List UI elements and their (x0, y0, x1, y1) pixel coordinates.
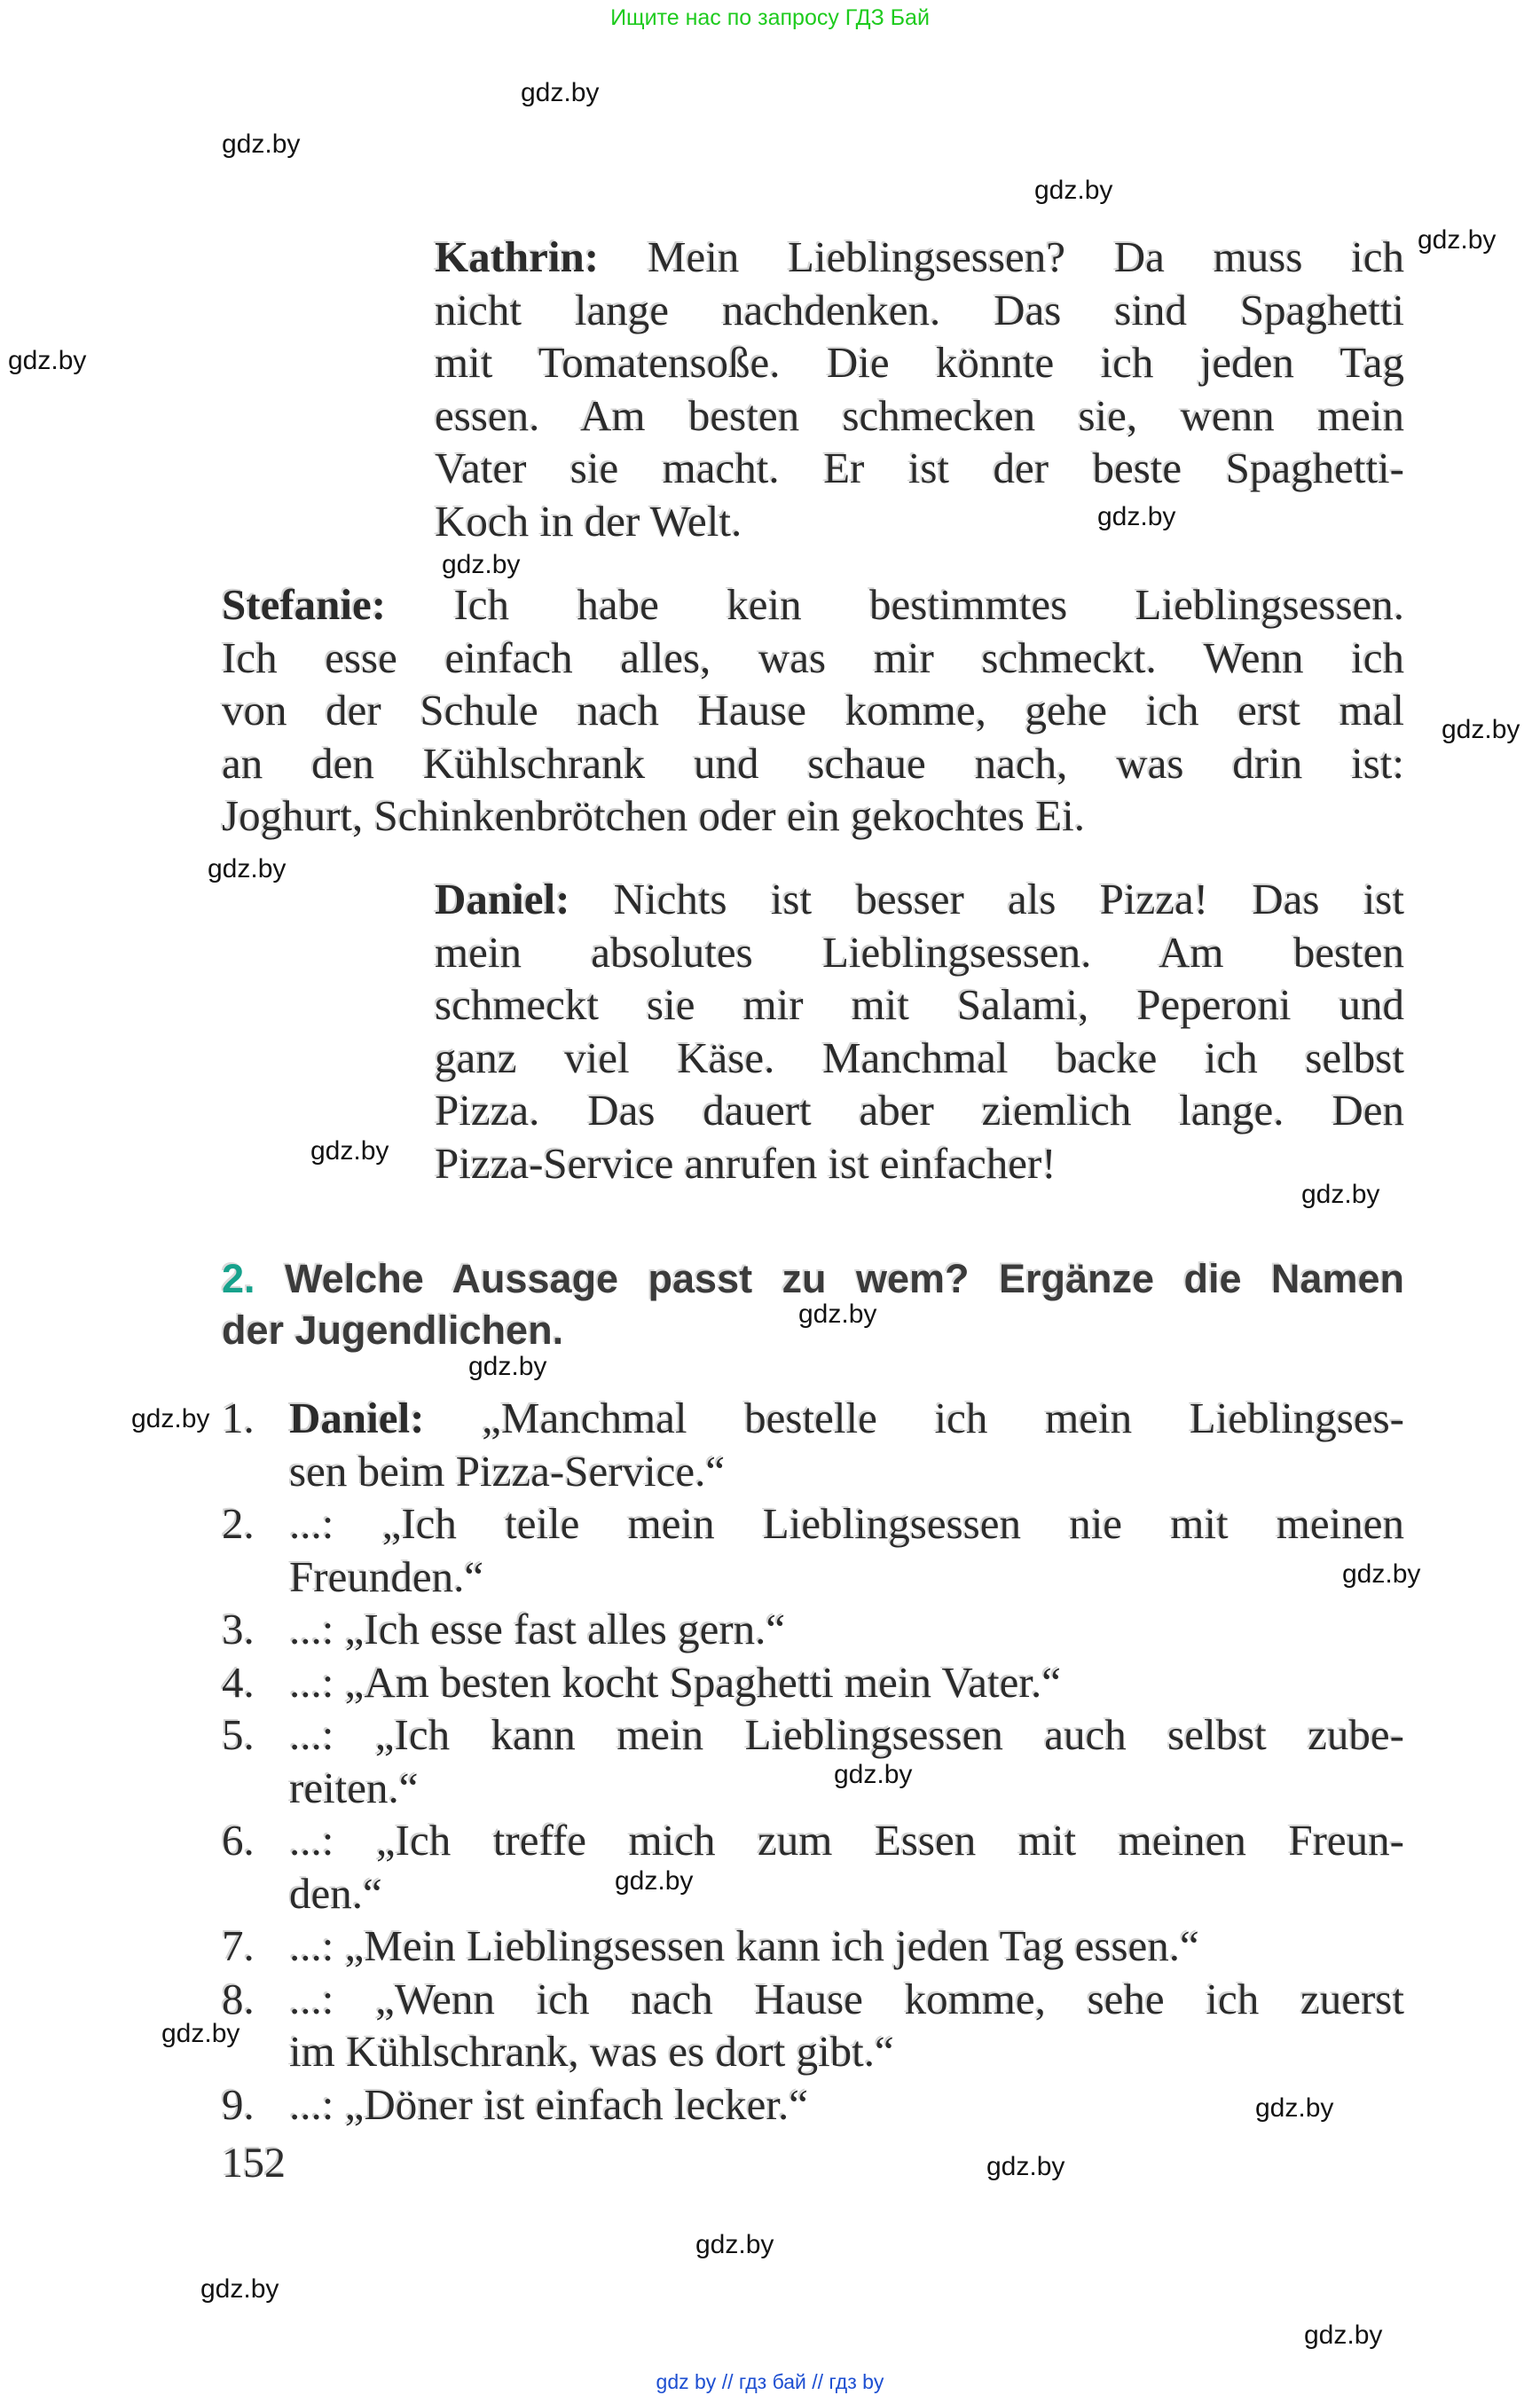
watermark: gdz.by (1034, 176, 1113, 205)
text-line (289, 2078, 1404, 2132)
text-line: Pizza. Das dauert aber ziemlich lange. Den (435, 1086, 1404, 1135)
text-line (289, 1497, 1404, 1551)
watermark: gdz.by (1301, 1180, 1380, 1209)
watermark: gdz.by (468, 1352, 547, 1381)
text-line: der Jugendlichen. (222, 1308, 564, 1353)
item-number: 4. (222, 1657, 255, 1707)
speaker-name: Kathrin: (435, 232, 600, 281)
text-line (435, 231, 1404, 284)
text-line: im Kühlschrank, was es dort gibt.“ (289, 2027, 894, 2076)
text-line: „Mein Lieblingsessen kann ich jeden Tag essen.“ (344, 1921, 1199, 1970)
item-number: 2. (222, 1499, 255, 1548)
text-line (289, 1603, 1404, 1656)
text-line (289, 1708, 1404, 1762)
exercise-number: 2. (222, 1256, 255, 1301)
speaker-name: Stefanie: (222, 580, 387, 629)
ellipsis-blank: ...: (289, 1921, 334, 1970)
text-line: „Am besten kocht Spaghetti mein Vater.“ (344, 1657, 1062, 1707)
watermark: gdz.by (131, 1404, 210, 1433)
watermark: gdz.by (1442, 715, 1520, 744)
text-line: „Döner ist einfach lecker.“ (344, 2079, 809, 2129)
watermark: gdz.by (222, 130, 301, 159)
exercise-item (222, 1497, 1404, 1603)
watermark: gdz.by (521, 78, 600, 107)
ellipsis-blank: ...: (289, 1974, 334, 2023)
ellipsis-blank: ...: (289, 1816, 334, 1865)
promo-banner: Ищите нас по запросу ГДЗ Бай (610, 5, 930, 30)
text-line (289, 1392, 1404, 1445)
text-line: „Ich treffe mich zum Essen mit meinen Freun- (375, 1816, 1405, 1865)
exercise-item (222, 1920, 1404, 1973)
text-line: Pizza-Service anrufen ist einfacher! (435, 1138, 1057, 1188)
text-line: Koch in der Welt. (435, 496, 742, 546)
watermark: gdz.by (442, 550, 521, 579)
text-line: essen. Am besten schmecken sie, wenn mein (435, 390, 1404, 440)
text-line: schmeckt sie mir mit Salami, Peperoni und (435, 980, 1404, 1029)
item-number: 7. (222, 1921, 255, 1970)
ellipsis-blank: ...: (289, 2079, 334, 2129)
watermark: gdz.by (208, 854, 287, 883)
watermark: gdz.by (1304, 2321, 1383, 2350)
text-line: „Ich kann mein Lieblingsessen auch selbst zube- (374, 1710, 1404, 1759)
text-line: ganz viel Käse. Manchmal backe ich selbst (435, 1033, 1404, 1082)
ellipsis-blank: ...: (289, 1710, 334, 1759)
exercise-item-list (222, 1392, 1404, 2131)
text-line: „Ich teile mein Lieblingsessen nie mit meinen (381, 1499, 1404, 1548)
watermark: gdz.by (1097, 502, 1176, 531)
text-line: nicht lange nachdenken. Das sind Spaghetti (435, 285, 1404, 334)
watermark: gdz.by (1418, 225, 1497, 255)
item-number: 6. (222, 1816, 255, 1865)
ellipsis-blank: ...: (289, 1605, 334, 1653)
text-line: „Wenn ich nach Hause komme, sehe ich zuerst (375, 1974, 1404, 2023)
exercise-item (222, 1973, 1404, 2078)
watermark: gdz.by (986, 2152, 1065, 2181)
item-number: 3. (222, 1605, 255, 1653)
watermark: gdz.by (695, 2230, 774, 2259)
text-line (289, 1920, 1404, 1973)
item-number: 9. (222, 2079, 255, 2129)
text-line: Ich esse einfach alles, was mir schmeckt. Wenn ich (222, 632, 1404, 682)
text-line: mit Tomatensoße. Die könnte ich jeden Tag (435, 338, 1404, 387)
dialogue-stefanie (222, 578, 1404, 843)
dialogue-daniel (435, 873, 1404, 1190)
watermark: gdz.by (1342, 1559, 1421, 1589)
text-line: den.“ (289, 1868, 382, 1918)
dialogue-kathrin (435, 231, 1404, 547)
item-number: 5. (222, 1710, 255, 1759)
text-line: Mein Lieblingsessen? Da muss ich (647, 232, 1405, 281)
text-line: „Ich esse fast alles gern.“ (344, 1605, 786, 1653)
watermark: gdz.by (200, 2274, 279, 2304)
exercise-item (222, 1708, 1404, 1814)
exercise-item (222, 1814, 1404, 1920)
ellipsis-blank: ...: (289, 1499, 334, 1548)
footer-links: gdz by // гдз бай // гдз by (656, 2370, 884, 2393)
watermark: gdz.by (8, 346, 87, 375)
ellipsis-blank: ...: (289, 1657, 334, 1707)
exercise-item (222, 1656, 1404, 1709)
text-line: Joghurt, Schinkenbrötchen oder ein gekochtes Ei. (222, 791, 1085, 840)
text-line (289, 1814, 1404, 1867)
text-line: „Manchmal bestelle ich mein Lieblingses- (482, 1394, 1405, 1442)
text-line: von der Schule nach Hause komme, gehe ich erst mal (222, 686, 1404, 734)
text-line (289, 1656, 1404, 1709)
text-line: Vater sie macht. Er ist der beste Spaghetti- (435, 444, 1404, 492)
page-number: 152 (222, 2140, 286, 2187)
watermark: gdz.by (615, 1866, 694, 1896)
watermark: gdz.by (310, 1136, 389, 1166)
exercise-heading (222, 1253, 1404, 1356)
exercise-title: Welche Aussage passt zu wem? Ergänze die Namen (284, 1256, 1404, 1301)
text-line (222, 1253, 1404, 1305)
text-line: Nichts ist besser als Pizza! Das ist (613, 875, 1404, 923)
text-line: Freunden.“ (289, 1551, 484, 1601)
text-line (435, 873, 1404, 926)
text-line: mein absolutes Lieblingsessen. Am besten (435, 927, 1404, 977)
text-line (289, 1973, 1404, 2026)
watermark: gdz.by (834, 1760, 913, 1789)
item-number: 1. (222, 1394, 255, 1442)
exercise-item (222, 2078, 1404, 2132)
watermark: gdz.by (798, 1300, 877, 1329)
text-line: Ich habe kein bestimmtes Lieblingsessen. (453, 580, 1405, 629)
text-line: sen beim Pizza-Service.“ (289, 1446, 726, 1496)
watermark: gdz.by (161, 2019, 240, 2048)
watermark: gdz.by (1255, 2093, 1334, 2123)
speaker-name: Daniel: (435, 875, 570, 923)
exercise-item (222, 1392, 1404, 1497)
text-line (222, 578, 1404, 632)
item-number: 8. (222, 1974, 255, 2023)
exercise-item (222, 1603, 1404, 1656)
speaker-name: Daniel: (289, 1394, 425, 1442)
text-line: an den Kühlschrank und schaue nach, was drin ist: (222, 738, 1404, 788)
text-line: reiten.“ (289, 1763, 419, 1812)
